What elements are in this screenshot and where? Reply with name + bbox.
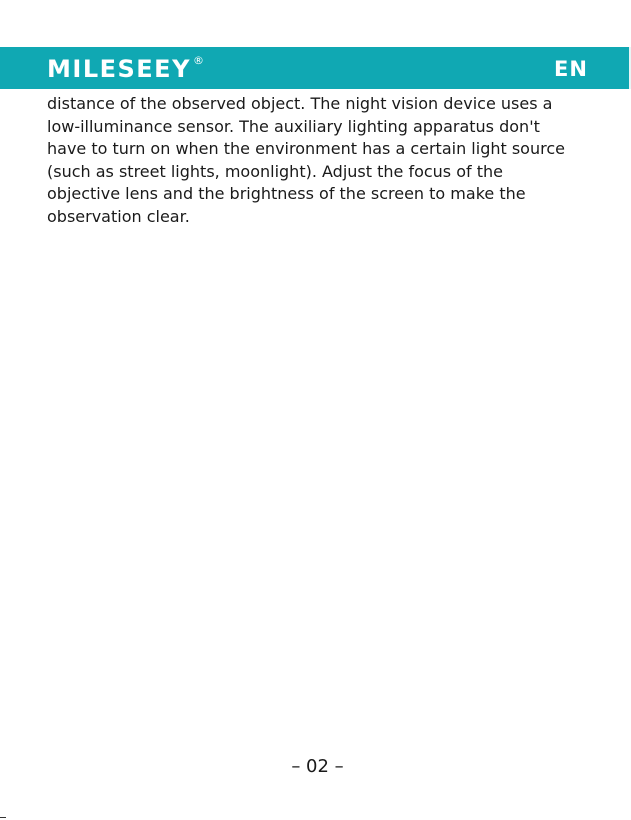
page-number: – 02 – xyxy=(291,756,344,777)
body-line: objective lens and the brightness of the screen to make the xyxy=(47,184,526,204)
brand-logo xyxy=(47,54,204,84)
registered-mark: ® xyxy=(192,54,204,67)
body-line: (such as street lights, moonlight). Adjust the focus of the xyxy=(47,161,503,181)
corner-mark xyxy=(0,817,6,818)
body-line: low-illuminance sensor. The auxiliary lighting apparatus don't xyxy=(47,116,540,136)
body-line: have to turn on when the environment has a certain light source xyxy=(47,139,565,159)
brand-name: MILESEEY xyxy=(47,55,191,83)
body-line: observation clear. xyxy=(47,206,190,226)
body-paragraph xyxy=(47,93,587,229)
language-label: EN xyxy=(554,57,588,81)
body-line: distance of the observed object. The night vision device uses a xyxy=(47,94,553,113)
